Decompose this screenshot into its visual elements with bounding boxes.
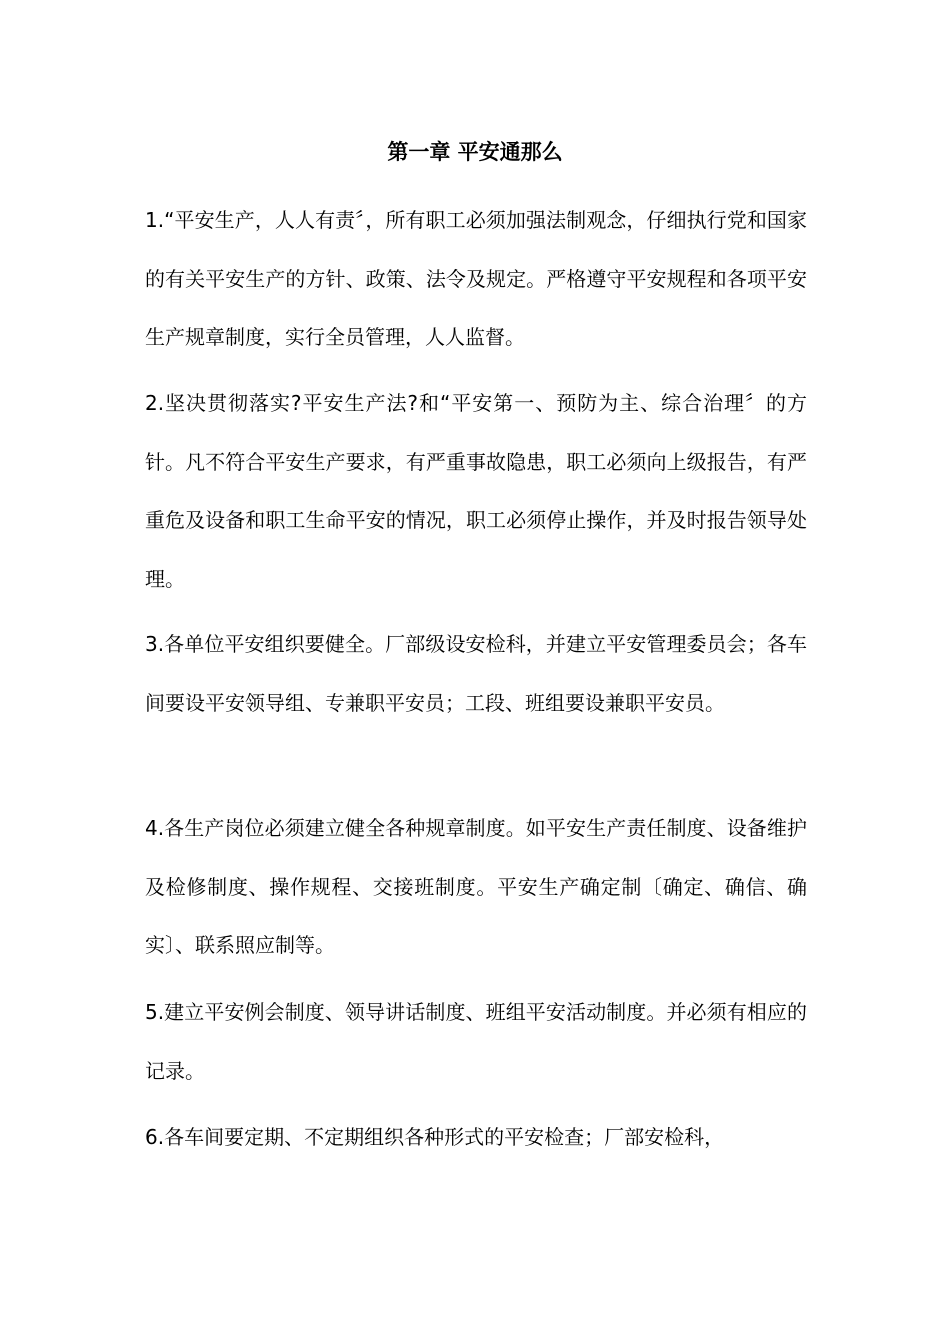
paragraph-6: 6.各车间要定期、不定期组织各种形式的平安检查；厂部安检科，: [145, 1125, 725, 1149]
paragraph-4: 4.各生产岗位必须建立健全各种规章制度。如平安生产责任制度、设备维护及检修制度、操作规程、交接班制度。平安生产确定制〔确定、确信、确实〕、联系照应制等。: [145, 816, 807, 957]
paragraph-3: 3.各单位平安组织要健全。厂部级设安检科，并建立平安管理委员会；各车间要设平安领导组、专兼职平安员；工段、班组要设兼职平安员。: [145, 632, 807, 715]
chapter-title: 第一章 平安通那么: [387, 140, 563, 164]
paragraph-1: 1.“平安生产，人人有责〞，所有职工必须加强法制观念，仔细执行党和国家的有关平安生产的方针、政策、法令及规定。严格遵守平安规程和各项平安生产规章制度，实行全员管理，人人监督。: [145, 208, 807, 349]
paragraph-5: 5.建立平安例会制度、领导讲话制度、班组平安活动制度。并必须有相应的记录。: [145, 1000, 807, 1083]
paragraph-2: 2.坚决贯彻落实?平安生产法?和“平安第一、预防为主、综合治理〞的方针。凡不符合平安生产要求，有严重事故隐患，职工必须向上级报告，有严重危及设备和职工生命平安的情况，职工必须停止操作，并及时报告领导处理。: [145, 391, 807, 591]
